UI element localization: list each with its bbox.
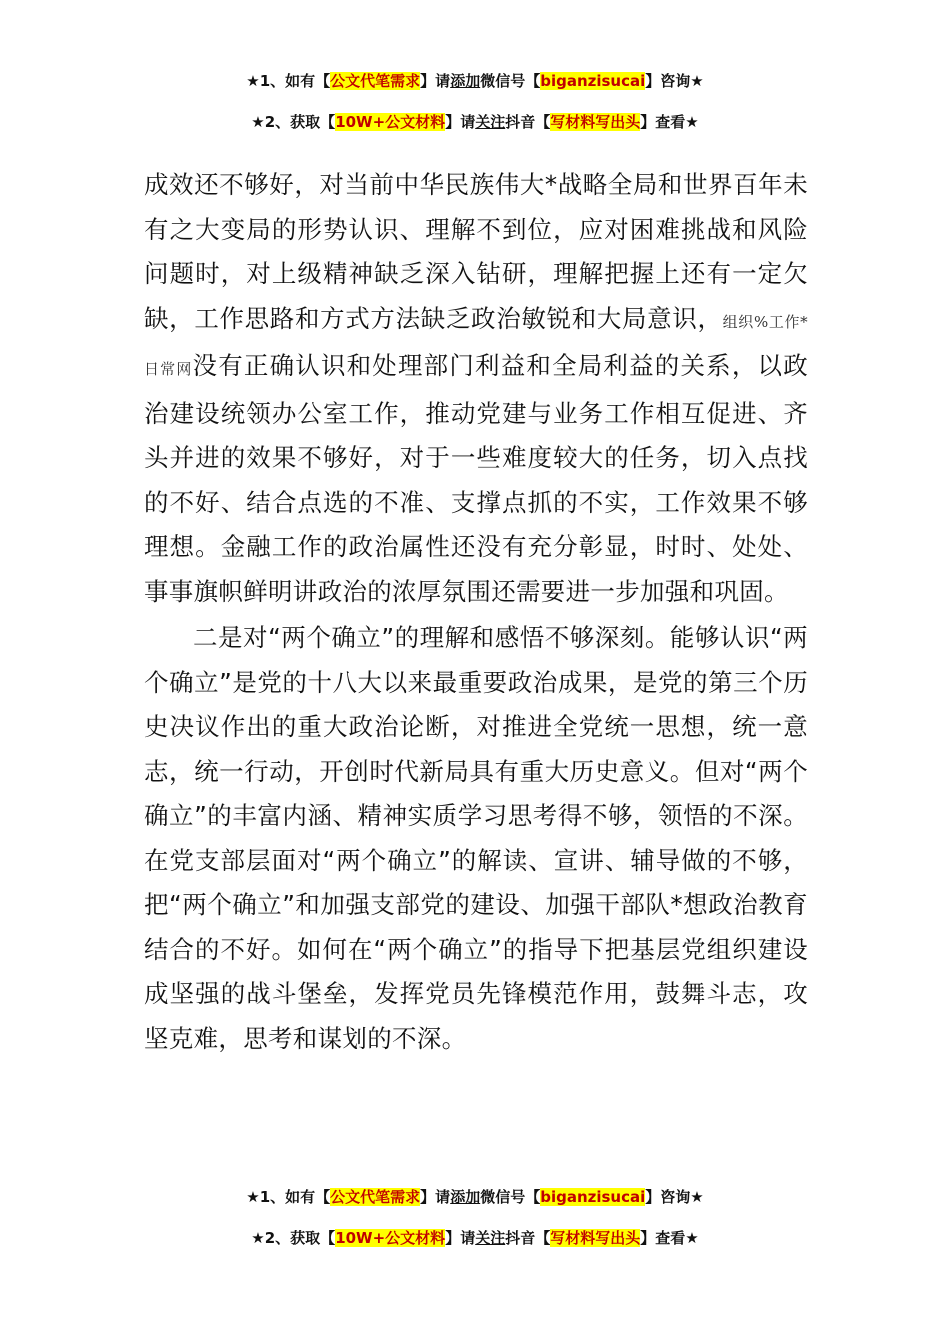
promo-douyin-account: 写材料写出头 (550, 1229, 641, 1247)
footer-promo-line-2 (0, 1228, 950, 1248)
promo-wechat-id: biganzisucai (540, 1188, 646, 1206)
promo-prefix: ★1、如有【 (246, 72, 331, 90)
paragraph-1-text-a: 成效还不够好，对当前中华民族伟大*战略全局和世界百年未有之大变局的形势认识、理解不到位，应对困难挑战和风险问题时，对上级精神缺乏深入钻研，理解把握上还有一定欠缺，工作思路和方式方法缺乏政治敏锐和大局意识， (144, 170, 808, 333)
footer-promo-line-1 (0, 1187, 950, 1207)
paragraph-2: 二是对“两个确立”的理解和感悟不够深刻。能够认识“两个确立”是党的十八大以来最重要政治成果，是党的第三个历史决议作出的重大政治论断，对推进全党统一思想，统一意志，统一行动，开创时代新局具有重大历史意义。但对“两个确立”的丰富内涵、精神实质学习思考得不够，领悟的不深。在党支部层面对“两个确立”的解读、宣讲、辅导做的不够，把“两个确立”和加强支部党的建设、加强干部队*想政治教育结合的不好。如何在“两个确立”的指导下把基层党组织建设成坚强的战斗堡垒，发挥党员先锋模范作用，鼓舞斗志，攻坚克难，思考和谋划的不深。 (144, 623, 808, 1053)
promo-text: 抖音【 (505, 113, 551, 131)
promo-suffix: 】咨询★ (645, 1188, 704, 1206)
promo-prefix: ★2、获取【 (251, 1229, 336, 1247)
promo-text: 】请 (420, 1188, 451, 1206)
paragraph-1 (144, 163, 808, 614)
promo-text: 】请 (445, 113, 476, 131)
promo-highlight: 公文代笔需求 (330, 1188, 421, 1206)
promo-text: 抖音【 (505, 1229, 551, 1247)
promo-underlined: 关注 (475, 1229, 506, 1247)
promo-douyin-account: 写材料写出头 (550, 113, 641, 131)
promo-text: 】请 (420, 72, 451, 90)
promo-prefix: ★1、如有【 (246, 1188, 331, 1206)
promo-prefix: ★2、获取【 (251, 113, 336, 131)
paragraph-1-text-b: 没有正确认识和处理部门利益和全局利益的关系，以政治建设统领办公室工作，推动党建与业务工作相互促进、齐头并进的效果不够好，对于一些难度较大的任务，切入点找的不好、结合点选的不准、支撑点抓的不实，工作效果不够理想。金融工作的政治属性还没有充分彰显，时时、处处、事事旗帜鲜明讲政治的浓厚氛围还需要进一步加强和巩固。 (144, 351, 808, 606)
promo-text: 微信号【 (480, 1188, 541, 1206)
promo-underlined: 关注 (475, 113, 506, 131)
promo-underlined: 添加 (450, 1188, 481, 1206)
promo-text: 】请 (445, 1229, 476, 1247)
promo-highlight: 公文代笔需求 (330, 72, 421, 90)
header-promo-line-1 (0, 71, 950, 91)
promo-highlight: 10W+公文材料 (335, 113, 446, 131)
header-promo-line-2 (0, 112, 950, 132)
promo-suffix: 】查看★ (640, 1229, 699, 1247)
promo-underlined: 添加 (450, 72, 481, 90)
inline-watermark: 组织%工作*日常网 (144, 312, 808, 378)
promo-highlight: 10W+公文材料 (335, 1229, 446, 1247)
promo-text: 微信号【 (480, 72, 541, 90)
document-body (144, 163, 808, 1061)
promo-suffix: 】咨询★ (645, 72, 704, 90)
promo-wechat-id: biganzisucai (540, 72, 646, 90)
promo-suffix: 】查看★ (640, 113, 699, 131)
